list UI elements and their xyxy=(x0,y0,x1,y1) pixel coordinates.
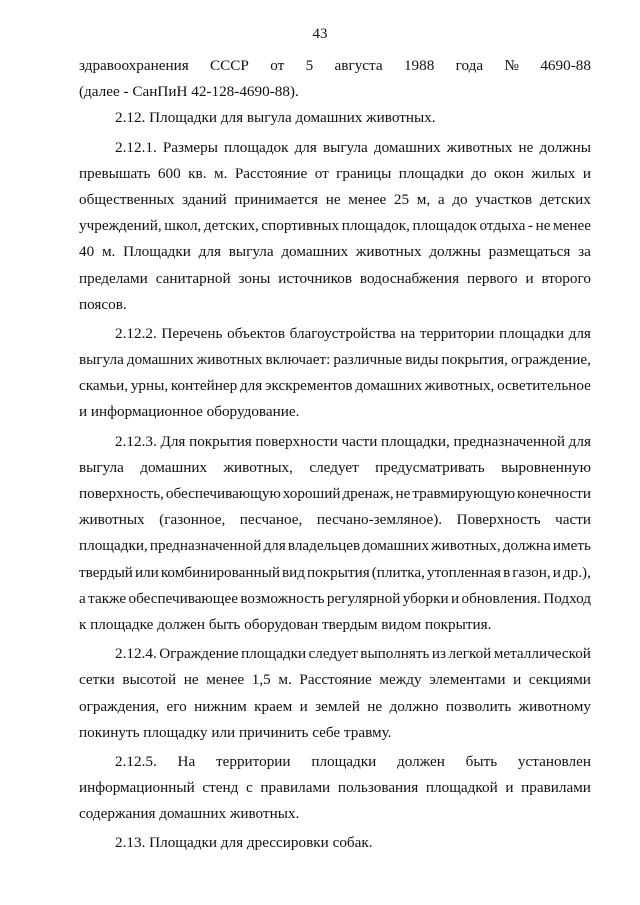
word: иметь xyxy=(552,537,591,555)
word: На xyxy=(177,752,196,770)
word: не xyxy=(325,190,341,208)
text-line xyxy=(79,213,591,239)
word: выгула xyxy=(79,458,124,476)
word: площадки xyxy=(311,752,377,770)
word: на xyxy=(400,324,416,342)
word: СССР xyxy=(210,57,249,74)
text-line: поясов. xyxy=(79,295,127,313)
word: между xyxy=(379,671,422,689)
text-line xyxy=(79,641,591,667)
text-line xyxy=(79,507,591,533)
text-line: содержания домашних животных. xyxy=(79,805,300,823)
word: Ограждение xyxy=(159,645,239,663)
word: вид xyxy=(281,563,306,581)
word: здравоохранения xyxy=(79,57,189,74)
word: следует xyxy=(308,645,358,663)
word: и xyxy=(525,269,534,287)
word: превышать xyxy=(79,164,151,182)
word: санитарной xyxy=(155,269,231,287)
word: школ, xyxy=(164,217,202,235)
word: 40 xyxy=(79,243,95,261)
word: должен xyxy=(397,752,445,770)
word: домашних xyxy=(281,243,349,261)
word: различные xyxy=(333,351,403,369)
word: площадки xyxy=(241,645,307,663)
word: Подход xyxy=(543,589,591,607)
page-number: 43 xyxy=(312,26,328,42)
word: домашних xyxy=(373,138,441,156)
word: от xyxy=(314,164,329,182)
word: покрытия, xyxy=(441,351,508,369)
word: сетки xyxy=(79,671,115,689)
word: ограждения, xyxy=(79,697,160,715)
word: животных xyxy=(446,138,513,156)
word: выгула xyxy=(322,138,368,156)
word: 2.12.5. xyxy=(115,752,157,770)
word: пределами xyxy=(79,269,148,287)
word: Поверхность xyxy=(456,511,541,529)
word: утопленная xyxy=(426,563,502,581)
word: контейнер xyxy=(170,377,238,395)
word: не xyxy=(518,138,534,156)
word: и xyxy=(552,563,561,581)
text-line xyxy=(79,187,591,213)
word: скамьи, xyxy=(79,377,129,395)
word: а xyxy=(437,190,445,208)
word: предусматривать xyxy=(375,458,485,476)
text-line xyxy=(79,481,591,507)
word: быть xyxy=(465,752,498,770)
word: Площадки xyxy=(123,243,191,261)
word: за xyxy=(578,243,591,261)
word: кв. xyxy=(188,164,207,182)
text-line xyxy=(79,266,591,292)
word: стенд xyxy=(202,779,239,797)
word: и xyxy=(513,671,522,689)
word: а xyxy=(79,589,86,607)
word: общественных xyxy=(79,190,175,208)
word: 25 xyxy=(393,190,410,208)
word: для xyxy=(294,138,317,156)
word: животных xyxy=(355,243,422,261)
word: Расстояние xyxy=(234,164,308,182)
word: второго xyxy=(541,269,591,287)
word: окон xyxy=(494,164,524,182)
word: твердый xyxy=(79,563,133,581)
word: от xyxy=(270,57,285,74)
word: обеспечивающее xyxy=(128,589,238,607)
word: обновления. xyxy=(461,589,541,607)
word: животных, xyxy=(223,458,293,476)
word: детских xyxy=(539,190,591,208)
word: элементами xyxy=(429,671,506,689)
word: 2.12.1. xyxy=(115,138,157,156)
word: для xyxy=(568,432,591,450)
word: участков xyxy=(475,190,533,208)
word: высотой xyxy=(122,671,177,689)
word: также xyxy=(88,589,127,607)
word: покрытия xyxy=(307,563,370,581)
word: его xyxy=(166,697,187,715)
word: домашних xyxy=(140,458,208,476)
word: и xyxy=(582,164,591,182)
word: животных xyxy=(79,511,145,529)
text-line xyxy=(79,347,591,373)
text-line xyxy=(79,455,591,481)
word: металлической xyxy=(493,645,591,663)
word: 5 xyxy=(305,57,314,74)
word: (плитка, xyxy=(371,563,425,581)
word: песчано-земляное). xyxy=(316,511,443,529)
word: принимается xyxy=(234,190,318,208)
word: площадки, xyxy=(381,432,450,450)
word: границы xyxy=(336,164,392,182)
word: конечности xyxy=(517,485,591,502)
word: м. xyxy=(101,243,116,261)
word: осветительное xyxy=(497,377,591,395)
word: № xyxy=(504,57,519,74)
word: менее xyxy=(553,217,591,235)
word: предназначенной xyxy=(453,432,565,450)
word: выполнять xyxy=(360,645,430,663)
word: включает: xyxy=(265,351,331,369)
word: Расстояние xyxy=(299,671,372,689)
word: должны xyxy=(429,243,481,261)
word: менее xyxy=(348,190,387,208)
word: м, xyxy=(416,190,431,208)
text-line xyxy=(79,749,591,775)
word: благоустройства xyxy=(289,324,396,342)
word: водоснабжения xyxy=(359,269,460,287)
word: менее xyxy=(206,671,245,689)
word: не xyxy=(183,671,199,689)
word: площадок, xyxy=(341,217,410,235)
word: 2.12.4. xyxy=(115,645,157,663)
word: части xyxy=(555,511,591,529)
word: животных, xyxy=(431,537,501,555)
word: 1988 xyxy=(403,57,435,74)
word: площадки, xyxy=(79,537,148,555)
text-line: и информационное оборудование. xyxy=(79,403,300,421)
word: 2.12.3. xyxy=(115,432,157,450)
word: поверхность, xyxy=(79,485,164,502)
text-line xyxy=(79,429,591,455)
word: и xyxy=(450,589,460,607)
word: площадок xyxy=(412,217,477,235)
word: площадок xyxy=(224,138,289,156)
word: виды xyxy=(405,351,439,369)
word: до xyxy=(471,164,487,182)
word: года xyxy=(455,57,484,74)
word: Перечень xyxy=(161,324,223,342)
word: хороший xyxy=(282,485,341,502)
text-line: к площадке должен быть оборудован твердым видом покрытия. xyxy=(79,615,492,633)
word: ограждение, xyxy=(511,351,591,369)
word: газон, xyxy=(512,563,551,581)
word: не xyxy=(535,217,551,235)
word: дренаж, xyxy=(342,485,394,502)
word: краем xyxy=(254,697,293,715)
word: 600 xyxy=(157,164,181,182)
word: песчаное, xyxy=(239,511,303,529)
text-line: покинуть площадку или причинить себе травму. xyxy=(79,723,392,741)
section-heading: 2.12. Площадки для выгула домашних животных. xyxy=(115,109,436,127)
word: животных xyxy=(196,351,263,369)
word: первого xyxy=(466,269,518,287)
word: др.), xyxy=(562,563,591,581)
word: площадки xyxy=(499,324,564,342)
word: спортивных xyxy=(261,217,340,235)
word: не xyxy=(395,485,411,502)
word: части xyxy=(341,432,378,450)
body-text xyxy=(79,53,591,857)
word: для xyxy=(239,377,263,395)
word: источников xyxy=(278,269,353,287)
word: регулярной xyxy=(326,589,401,607)
word: и xyxy=(299,697,308,715)
word: 1,5 xyxy=(251,671,271,689)
word: должно xyxy=(389,697,439,715)
word: с xyxy=(245,779,253,797)
text-line: (далее - СанПиН 42-128-4690-88). xyxy=(79,83,299,101)
word: выгула xyxy=(228,243,274,261)
word: жилых xyxy=(531,164,576,182)
text-line xyxy=(79,239,591,265)
text-line xyxy=(79,775,591,801)
text-line xyxy=(79,586,591,612)
word: обеспечивающую xyxy=(165,485,281,502)
word: августа xyxy=(334,57,383,74)
text-line xyxy=(79,321,591,347)
word: уборки xyxy=(402,589,449,607)
text-line xyxy=(79,373,591,399)
word: площадкой xyxy=(425,779,498,797)
word: владельцев xyxy=(287,537,361,555)
word: покрытия xyxy=(189,432,252,450)
word: зоны xyxy=(238,269,271,287)
word: правилами xyxy=(521,779,591,797)
word: возможность xyxy=(240,589,325,607)
word: животных, xyxy=(424,377,495,395)
word: комбинированный xyxy=(160,563,280,581)
word: зданий xyxy=(182,190,227,208)
word: поверхности xyxy=(255,432,338,450)
word: домашних xyxy=(355,377,423,395)
word: площадки xyxy=(398,164,464,182)
word: землей xyxy=(315,697,360,715)
word: выгула xyxy=(79,351,124,369)
word: м. xyxy=(278,671,292,689)
word: легкой xyxy=(448,645,492,663)
text-line xyxy=(79,161,591,187)
word: (газонное, xyxy=(159,511,226,529)
word: в xyxy=(503,563,511,581)
word: пользования xyxy=(337,779,419,797)
word: урны, xyxy=(130,377,169,395)
word: и xyxy=(505,779,514,797)
word: м. xyxy=(213,164,228,182)
word: до xyxy=(452,190,468,208)
word: позволить xyxy=(445,697,512,715)
word: правилами xyxy=(260,779,331,797)
word: выровненную xyxy=(501,458,591,476)
word: следует xyxy=(309,458,359,476)
word: территории xyxy=(215,752,291,770)
section-heading: 2.13. Площадки для дрессировки собак. xyxy=(115,834,373,852)
text-line xyxy=(79,667,591,693)
word: учреждений, xyxy=(79,217,162,235)
word: отдыха xyxy=(479,217,526,235)
word: должна xyxy=(502,537,551,555)
word: информационный xyxy=(79,779,195,797)
word: для xyxy=(198,243,221,261)
word: установлен xyxy=(517,752,591,770)
word: для xyxy=(568,324,591,342)
word: домашних xyxy=(126,351,194,369)
word: размещаться xyxy=(488,243,571,261)
word: предназначенной xyxy=(149,537,262,555)
word: или xyxy=(134,563,159,581)
word: 4690-88 xyxy=(540,57,591,74)
word: Для xyxy=(160,432,186,450)
word: для xyxy=(263,537,286,555)
word: 2.12.2. xyxy=(115,324,157,342)
word: - xyxy=(527,217,534,235)
word: из xyxy=(431,645,447,663)
word: травмирующую xyxy=(412,485,516,502)
text-line xyxy=(79,560,591,586)
text-line xyxy=(79,533,591,559)
word: не xyxy=(367,697,383,715)
word: детских, xyxy=(203,217,259,235)
word: экскрементов xyxy=(264,377,353,395)
word: территории xyxy=(419,324,495,342)
text-line xyxy=(79,694,591,720)
text-line xyxy=(79,135,591,161)
word: домашних xyxy=(362,537,430,555)
word: объектов xyxy=(227,324,286,342)
word: секциями xyxy=(528,671,591,689)
word: должны xyxy=(539,138,591,156)
word: Размеры xyxy=(162,138,218,156)
word: животному xyxy=(518,697,591,715)
text-line xyxy=(79,53,591,79)
word: нижним xyxy=(194,697,247,715)
